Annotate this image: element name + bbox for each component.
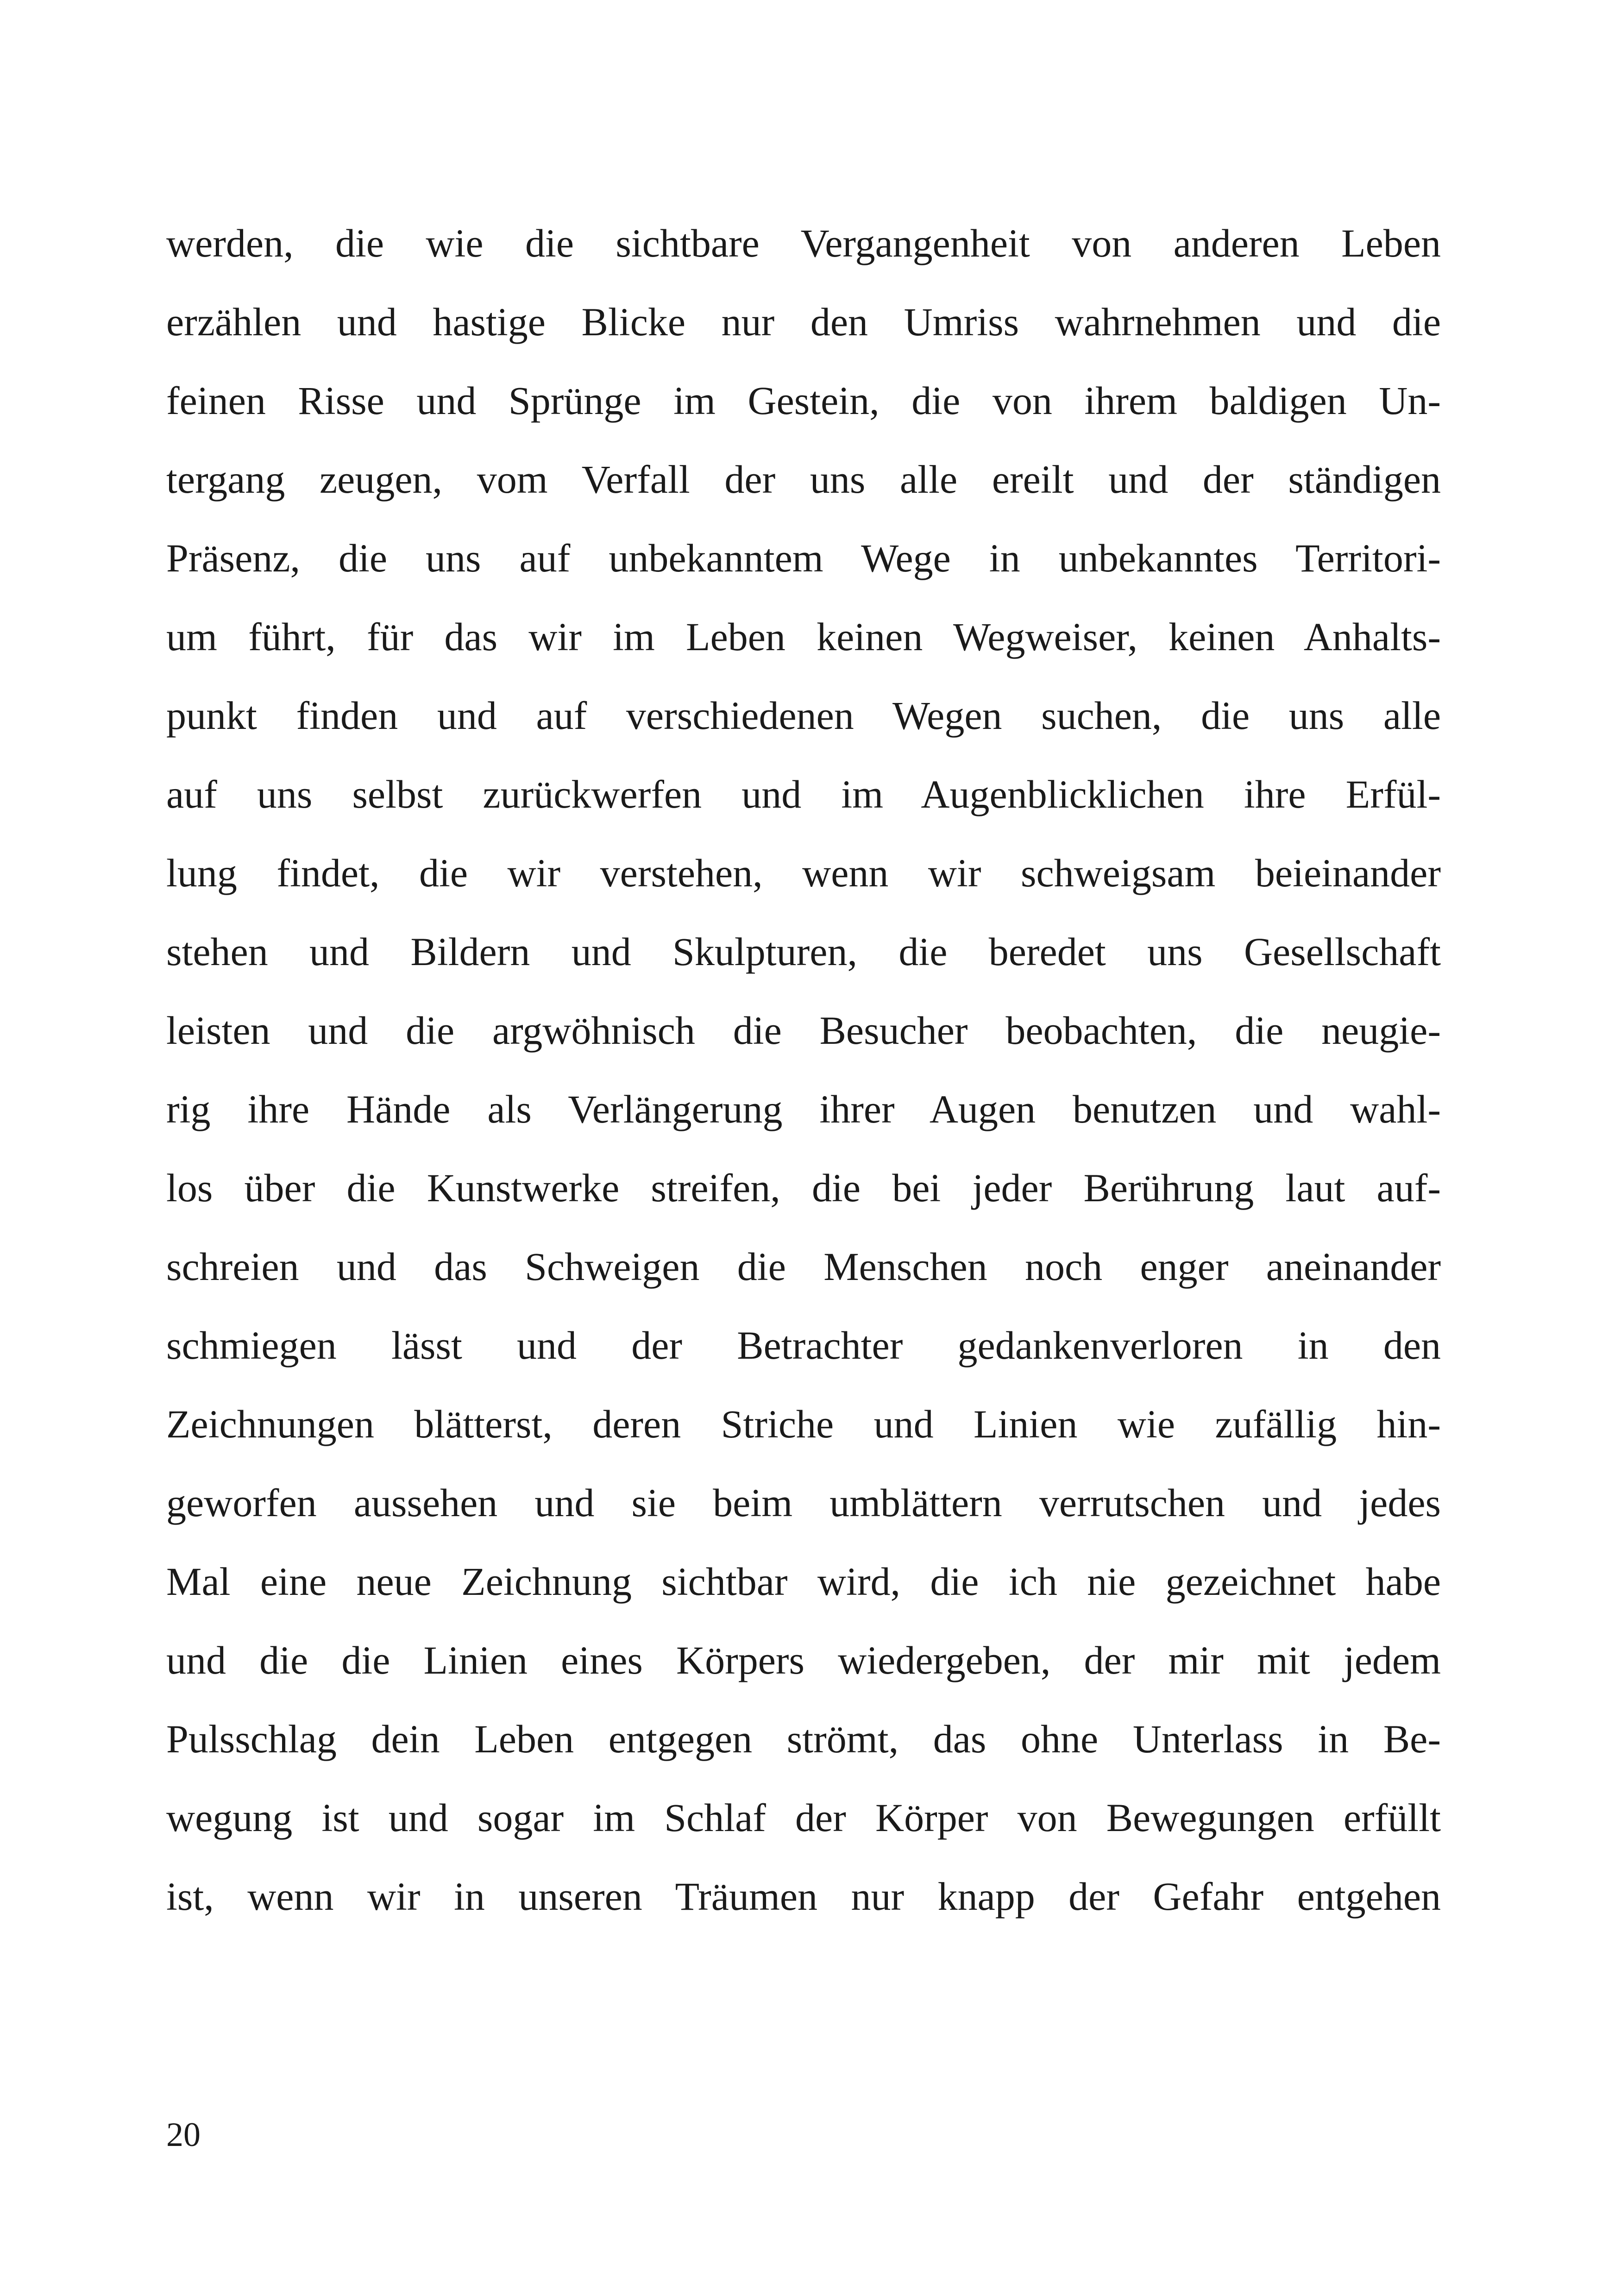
text-line: punkt finden und auf verschiedenen Wegen suchen, die uns alle xyxy=(166,693,1441,738)
text-line: geworfen aussehen und sie beim umblättern verrutschen und jedes xyxy=(166,1480,1441,1525)
text-line: um führt, für das wir im Leben keinen Wegweiser, keinen Anhalts- xyxy=(166,615,1441,659)
text-line: schreien und das Schweigen die Menschen noch enger aneinander xyxy=(166,1244,1441,1289)
page-number: 20 xyxy=(166,2116,201,2154)
text-line: Zeichnungen blätterst, deren Striche und Linien wie zufällig hin- xyxy=(166,1402,1441,1446)
text-line: lung findet, die wir verstehen, wenn wir schweigsam beieinander xyxy=(166,851,1441,895)
text-line: los über die Kunstwerke streifen, die bei jeder Berührung laut auf- xyxy=(166,1166,1441,1210)
text-line: auf uns selbst zurückwerfen und im Augenblicklichen ihre Erfül- xyxy=(166,772,1441,816)
text-line: wegung ist und sogar im Schlaf der Körper von Bewegungen erfüllt xyxy=(166,1795,1441,1840)
text-line: Pulsschlag dein Leben entgegen strömt, das ohne Unterlass in Be- xyxy=(166,1717,1441,1761)
body-text xyxy=(166,204,1441,1936)
text-line: schmiegen lässt und der Betrachter gedankenverloren in den xyxy=(166,1323,1441,1368)
text-line: ist, wenn wir in unseren Träumen nur knapp der Gefahr entgehen xyxy=(166,1874,1441,1919)
text-line: leisten und die argwöhnisch die Besucher beobachten, die neugie- xyxy=(166,1008,1441,1053)
text-line: rig ihre Hände als Verlängerung ihrer Augen benutzen und wahl- xyxy=(166,1087,1441,1131)
text-line: Präsenz, die uns auf unbekanntem Wege in unbekanntes Territori- xyxy=(166,536,1441,580)
text-line: tergang zeugen, vom Verfall der uns alle ereilt und der ständigen xyxy=(166,457,1441,502)
text-line: feinen Risse und Sprünge im Gestein, die von ihrem baldigen Un- xyxy=(166,378,1441,423)
text-line: erzählen und hastige Blicke nur den Umriss wahrnehmen und die xyxy=(166,300,1441,344)
text-line: Mal eine neue Zeichnung sichtbar wird, die ich nie gezeichnet habe xyxy=(166,1559,1441,1604)
text-line: stehen und Bildern und Skulpturen, die beredet uns Gesellschaft xyxy=(166,929,1441,974)
text-line: werden, die wie die sichtbare Vergangenheit von anderen Leben xyxy=(166,221,1441,265)
text-line: und die die Linien eines Körpers wiedergeben, der mir mit jedem xyxy=(166,1638,1441,1682)
